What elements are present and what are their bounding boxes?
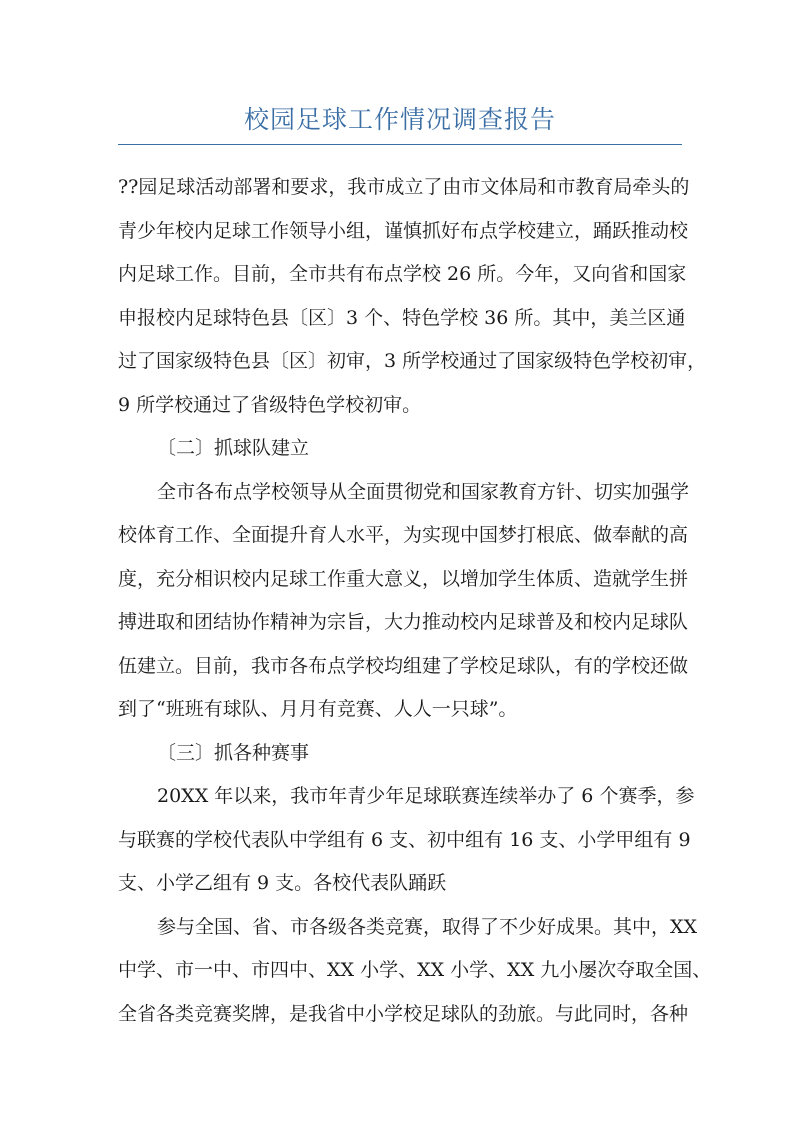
text-line: 与联赛的学校代表队中学组有 6 支、初中组有 16 支、小学甲组有 9: [118, 828, 691, 851]
text-line: 〔三〕抓各种赛事: [157, 741, 310, 764]
text-line: 度，充分相识校内足球工作重大意义，以增加学生体质、造就学生拼: [118, 567, 689, 590]
text-line: 全市各布点学校领导从全面贯彻党和国家教育方针、切实加强学: [157, 480, 690, 503]
title-underline: [118, 144, 682, 145]
document-title: 校园足球工作情况调查报告: [243, 105, 556, 134]
text-line: 内足球工作。目前，全市共有布点学校 26 所。今年，又向省和国家: [118, 263, 687, 285]
text-line: 搏进取和团结协作精神为宗旨，大力推动校内足球普及和校内足球队: [118, 611, 689, 633]
text-line: 〔二〕抓球队建立: [157, 437, 310, 459]
document-body: [118, 166, 712, 1036]
text-line: 中学、市一中、市四中、XX 小学、XX 小学、XX 九小屡次夺取全国、: [118, 959, 712, 981]
text-line: 支、小学乙组有 9 支。各校代表队踊跃: [118, 872, 447, 894]
text-line: 申报校内足球特色县〔区〕3 个、特色学校 36 所。其中，美兰区通: [118, 306, 686, 329]
text-line: 到了“班班有球队、月月有竞赛、人人一只球”。: [118, 698, 518, 720]
text-line: 20XX 年以来，我市年青少年足球联赛连续举办了 6 个赛季，参: [157, 785, 695, 807]
text-line: 全省各类竞赛奖牌，是我省中小学校足球队的劲旅。与此同时，各种: [118, 1002, 689, 1025]
text-line: 参与全国、省、市各级各类竞赛，取得了不少好成果。其中，XX: [157, 915, 698, 938]
text-line: 校体育工作、全面提升育人水平，为实现中国梦打根底、做奉献的高: [118, 524, 689, 546]
text-line: 过了国家级特色县〔区〕初审，3 所学校通过了国家级特色学校初审，: [118, 350, 707, 372]
text-line: ??园足球活动部署和要求，我市成立了由市文体局和市教育局牵头的: [118, 176, 690, 198]
text-line: 9 所学校通过了省级特色学校初审。: [118, 393, 422, 416]
text-line: 青少年校内足球工作领导小组，谨慎抓好布点学校建立，踊跃推动校: [118, 219, 689, 242]
text-line: 伍建立。目前，我市各布点学校均组建了学校足球队，有的学校还做: [118, 654, 689, 677]
